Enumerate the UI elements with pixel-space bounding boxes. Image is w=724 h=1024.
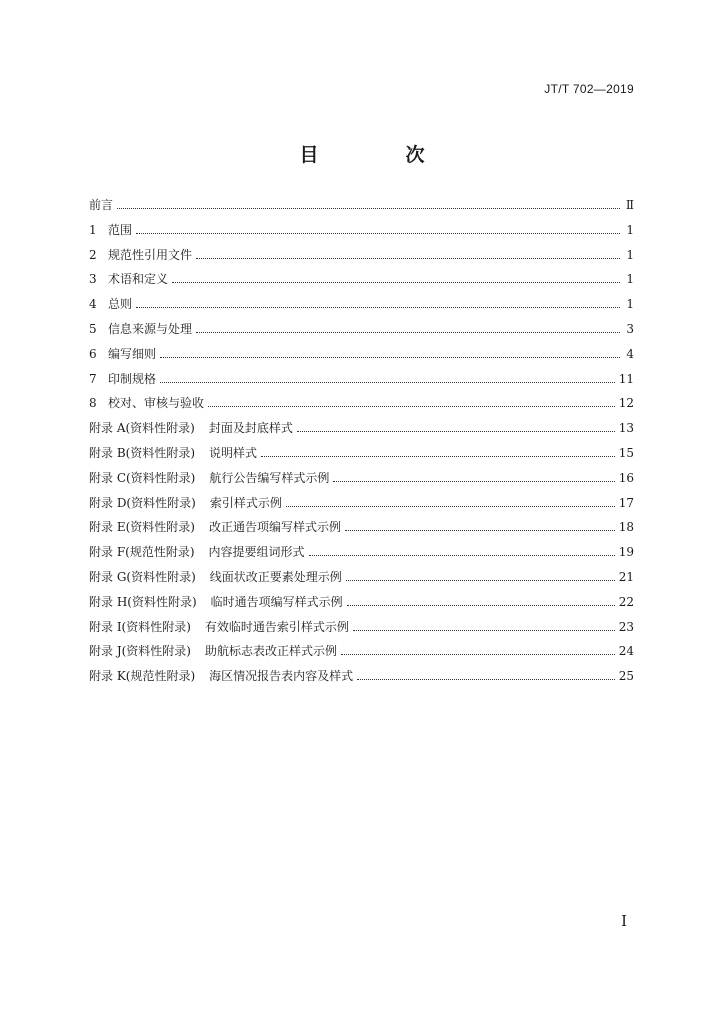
toc-entry-text: 线面状改正要素处理示例 bbox=[209, 569, 342, 584]
toc-entry-appendix: 附录 K(规范性附录) bbox=[89, 669, 196, 684]
toc-entry-page: 11 bbox=[618, 371, 634, 386]
dot-leader bbox=[172, 281, 620, 283]
toc-entry-text: 封面及封底样式 bbox=[208, 421, 293, 436]
toc-entry[interactable] bbox=[89, 444, 634, 469]
toc-entry-text: 索引样式示例 bbox=[209, 495, 282, 510]
toc-entry-appendix: 附录 E(资料性附录) bbox=[89, 520, 195, 535]
toc-entry-page: 1 bbox=[626, 297, 634, 312]
toc-entry-label bbox=[89, 394, 208, 411]
toc-entry[interactable] bbox=[89, 370, 634, 395]
toc-entry-text: 术语和定义 bbox=[108, 272, 169, 287]
toc-entry-text: 印制规格 bbox=[108, 371, 157, 386]
toc-entry-text: 临时通告项编写样式示例 bbox=[210, 594, 343, 609]
toc-entry-number: 6 bbox=[89, 346, 97, 361]
toc-entry-page: 3 bbox=[626, 321, 634, 336]
toc-entry-label bbox=[89, 295, 136, 312]
toc-entry-appendix: 附录 A(资料性附录) bbox=[89, 421, 195, 436]
toc-entry-page: 18 bbox=[618, 520, 634, 535]
dot-leader bbox=[333, 480, 614, 482]
dot-leader bbox=[309, 554, 615, 556]
page-title: 目 次 bbox=[299, 144, 459, 166]
toc-entry-text: 信息来源与处理 bbox=[108, 321, 193, 336]
toc-entry-text: 说明样式 bbox=[209, 445, 258, 460]
dot-leader bbox=[341, 653, 615, 655]
toc-entry-text: 海区情况报告表内容及样式 bbox=[209, 669, 354, 684]
dot-leader bbox=[347, 604, 615, 606]
dot-leader bbox=[117, 207, 620, 209]
page-number: I bbox=[621, 912, 627, 930]
toc-entry[interactable] bbox=[89, 618, 634, 643]
toc-entry-label bbox=[89, 494, 286, 511]
toc-entry-page: 4 bbox=[626, 346, 634, 361]
toc-entry-label bbox=[89, 444, 261, 461]
toc-entry-page: 13 bbox=[618, 421, 634, 436]
toc-entry-text: 校对、审核与验收 bbox=[108, 396, 205, 411]
toc-entry-text: 助航标志表改正样式示例 bbox=[205, 644, 338, 659]
toc-entry[interactable] bbox=[89, 394, 634, 419]
toc-entry-page: 25 bbox=[618, 669, 634, 684]
dot-leader bbox=[357, 678, 615, 680]
toc-entry-page: 23 bbox=[618, 619, 634, 634]
toc-entry-page: 1 bbox=[626, 222, 634, 237]
toc-entry-appendix: 附录 J(资料性附录) bbox=[89, 644, 191, 659]
toc-entry-label bbox=[89, 221, 136, 238]
toc-entry-text: 内容提要组词形式 bbox=[208, 545, 305, 560]
toc-entry-label bbox=[89, 370, 160, 387]
dot-leader bbox=[160, 356, 620, 358]
toc-entry-number: 4 bbox=[89, 297, 97, 312]
toc-entry-number: 7 bbox=[89, 371, 97, 386]
toc-entry[interactable] bbox=[89, 518, 634, 543]
toc-entry-label bbox=[89, 518, 345, 535]
toc-entry[interactable] bbox=[89, 568, 634, 593]
toc-entry-label bbox=[89, 642, 341, 659]
toc-entry[interactable] bbox=[89, 270, 634, 295]
toc-entry-page: Ⅱ bbox=[625, 198, 634, 212]
table-of-contents bbox=[89, 196, 634, 692]
toc-entry-text: 航行公告编写样式示例 bbox=[209, 470, 330, 485]
toc-entry-page: 19 bbox=[618, 545, 634, 560]
toc-entry-page: 1 bbox=[626, 272, 634, 287]
dot-leader bbox=[208, 405, 615, 407]
dot-leader bbox=[345, 529, 615, 531]
dot-leader bbox=[297, 430, 615, 432]
toc-entry[interactable] bbox=[89, 419, 634, 444]
toc-entry-page: 1 bbox=[626, 247, 634, 262]
dot-leader bbox=[261, 455, 615, 457]
toc-entry[interactable] bbox=[89, 593, 634, 618]
dot-leader bbox=[346, 579, 615, 581]
dot-leader bbox=[196, 331, 620, 333]
toc-entry-label bbox=[89, 320, 196, 337]
toc-entry-label bbox=[89, 196, 117, 213]
toc-entry[interactable] bbox=[89, 246, 634, 271]
toc-entry-number: 8 bbox=[89, 396, 97, 411]
toc-entry-number: 2 bbox=[89, 247, 97, 262]
toc-entry-page: 15 bbox=[618, 445, 634, 460]
toc-entry-page: 12 bbox=[618, 396, 634, 411]
toc-entry[interactable] bbox=[89, 469, 634, 494]
toc-entry-label bbox=[89, 568, 346, 585]
toc-entry-label bbox=[89, 246, 196, 263]
toc-entry-label bbox=[89, 270, 172, 287]
toc-entry-number: 3 bbox=[89, 272, 97, 287]
toc-entry-label bbox=[89, 593, 347, 610]
dot-leader bbox=[136, 232, 620, 234]
toc-entry[interactable] bbox=[89, 295, 634, 320]
toc-entry-text: 规范性引用文件 bbox=[108, 247, 193, 262]
toc-entry[interactable] bbox=[89, 642, 634, 667]
dot-leader bbox=[136, 306, 620, 308]
toc-entry-label bbox=[89, 543, 309, 560]
toc-entry[interactable] bbox=[89, 320, 634, 345]
toc-entry-appendix: 附录 C(资料性附录) bbox=[89, 470, 196, 485]
toc-entry-number: 1 bbox=[89, 222, 97, 237]
toc-entry-appendix: 附录 B(资料性附录) bbox=[89, 445, 195, 460]
standard-code: JT/T 702—2019 bbox=[544, 82, 634, 96]
toc-entry-page: 21 bbox=[618, 569, 634, 584]
toc-entry[interactable] bbox=[89, 196, 634, 221]
toc-entry-page: 17 bbox=[618, 495, 634, 510]
toc-entry-page: 16 bbox=[618, 470, 634, 485]
toc-entry-appendix: 附录 I(资料性附录) bbox=[89, 619, 191, 634]
toc-entry-text: 编写细则 bbox=[108, 346, 157, 361]
toc-entry-page: 22 bbox=[618, 594, 634, 609]
toc-entry-text: 有效临时通告索引样式示例 bbox=[204, 619, 349, 634]
toc-entry-label bbox=[89, 469, 333, 486]
toc-entry-label bbox=[89, 618, 353, 635]
dot-leader bbox=[160, 381, 615, 383]
dot-leader bbox=[353, 629, 615, 631]
toc-entry-label bbox=[89, 345, 160, 362]
toc-entry[interactable] bbox=[89, 221, 634, 246]
dot-leader bbox=[286, 505, 615, 507]
toc-entry-appendix: 附录 H(资料性附录) bbox=[89, 594, 197, 609]
toc-entry-label bbox=[89, 667, 357, 684]
toc-entry-text: 前言 bbox=[89, 198, 114, 212]
toc-entry-label bbox=[89, 419, 297, 436]
toc-entry-appendix: 附录 D(资料性附录) bbox=[89, 495, 196, 510]
toc-entry-text: 改正通告项编写样式示例 bbox=[208, 520, 341, 535]
toc-entry-appendix: 附录 G(资料性附录) bbox=[89, 569, 196, 584]
toc-entry-appendix: 附录 F(规范性附录) bbox=[89, 545, 195, 560]
toc-entry-text: 范围 bbox=[108, 222, 133, 237]
toc-entry[interactable] bbox=[89, 494, 634, 519]
toc-entry[interactable] bbox=[89, 667, 634, 692]
toc-entry-number: 5 bbox=[89, 321, 97, 336]
toc-entry-text: 总则 bbox=[108, 297, 133, 312]
toc-entry[interactable] bbox=[89, 345, 634, 370]
toc-entry[interactable] bbox=[89, 543, 634, 568]
dot-leader bbox=[196, 257, 620, 259]
toc-entry-page: 24 bbox=[618, 644, 634, 659]
